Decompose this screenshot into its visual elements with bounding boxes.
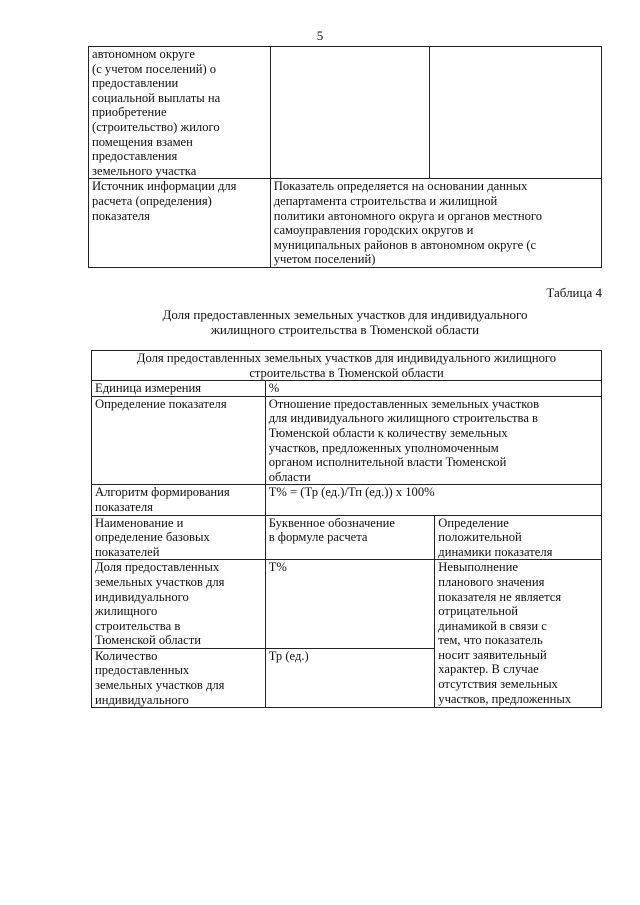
indicator-passport-table — [91, 350, 602, 708]
information-source-value: Показатель определяется на основании данных департамента строительства и жилищной политики автономного округа и органов местного самоуправления городских округов и муниципальных районов в автономном округе (с учетом поселений) — [270, 179, 601, 268]
table-title: Доля предоставленных земельных участков для индивидуального жилищного строительства в Тюменской области — [162, 307, 528, 337]
indicator-passport-table-continued — [88, 46, 602, 268]
algorithm-label: Алгоритм формирования показателя — [92, 485, 266, 515]
indicator-name-continuation: автономном округе (с учетом поселений) о предоставлении социальной выплаты на приобретение (строительство) жилого помещения взамен предоставления земельного участка — [89, 47, 271, 179]
unit-value: % — [265, 381, 601, 397]
information-source-label: Источник информации для расчета (определения) показателя — [89, 179, 271, 268]
definition-value: Отношение предоставленных земельных участков для индивидуального жилищного строительства в Тюменской области к количеству земельных участков, предложенных уполномоченным органом исполнительной власти Тюменской области — [265, 396, 601, 485]
dynamics-definition: Невыполнение планового значения показателя не является отрицательной динамикой в связи с тем, что показатель носит заявительный характер. В случае отсутствия земельных участков, предложенных — [435, 560, 602, 708]
definition-label: Определение показателя — [92, 396, 266, 485]
column-header: Буквенное обозначение в формуле расчета — [265, 515, 435, 560]
base-indicator-name: Доля предоставленных земельных участков для индивидуального жилищного строительства в Тюменской области — [92, 560, 266, 649]
table-label: Таблица 4 — [546, 285, 602, 300]
base-indicator-symbol: Т% — [265, 560, 435, 649]
table-header: Доля предоставленных земельных участков для индивидуального жилищного строительства в Тюменской области — [92, 351, 602, 381]
unit-label: Единица измерения — [92, 381, 266, 397]
base-indicator-symbol: Тр (ед.) — [265, 648, 435, 707]
empty-cell — [270, 47, 430, 179]
empty-cell — [430, 47, 602, 179]
column-header: Наименование и определение базовых показателей — [92, 515, 266, 560]
algorithm-formula: Т% = (Тр (ед.)/Тп (ед.)) х 100% — [265, 485, 601, 515]
page-number: 5 — [316, 28, 324, 43]
column-header: Определение положительной динамики показателя — [435, 515, 602, 560]
base-indicator-name: Количество предоставленных земельных участков для индивидуального — [92, 648, 266, 707]
